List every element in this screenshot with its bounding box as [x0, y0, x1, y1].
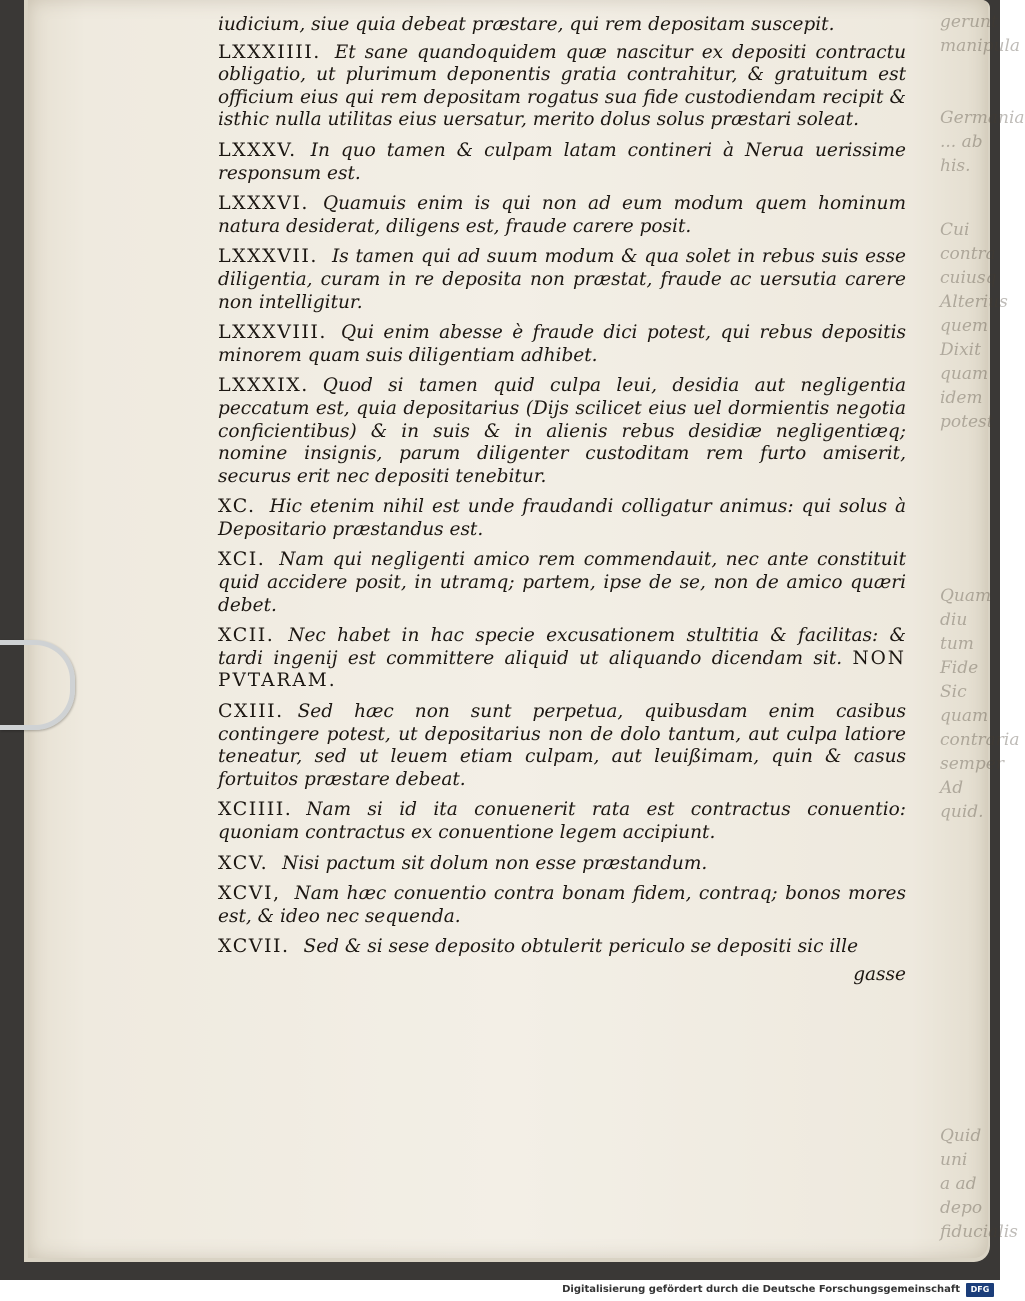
bleed-line: Quam diu [940, 586, 992, 630]
paragraph-text: Nam qui negligenti amico rem commendauit, nec ante constituit quid accidere posit, in utramq; partem, ipse de se, non de amico quæri debet. [218, 549, 906, 616]
paragraph-text: Nec habet in hac specie excusationem stultitia & facilitas: & tardi ingenij est committere aliquid ut aliquando dicendam sit. [218, 625, 906, 669]
paragraph-number: XCIIII. [218, 798, 293, 821]
paragraph [218, 852, 906, 876]
paragraph-number: LXXXVI. [218, 192, 309, 215]
bleed-line: semper [940, 754, 1004, 774]
paragraph-text: In quo tamen & culpam latam contineri à Nerua uerissime responsum est. [218, 139, 906, 184]
paragraph [218, 882, 906, 928]
paragraph-text: Quod si tamen quid culpa leui, desidia aut negligentia peccatum est, quia depositarius (Dijs scilicet eius uel dormientis negotia conficientibus) & in suis & in alienis rebus desidiæ negligentiæq; nomine insignis, parum diligenter custoditam rem furto amiserit, securus erit nec depositi tenebitur. [218, 375, 906, 487]
paragraph-number: XCV. [218, 851, 269, 874]
bleed-line: contraria [940, 730, 1020, 750]
paragraph [218, 935, 906, 959]
funding-credit: Digitalisierung gefördert durch die Deutsche Forschungsgemeinschaft [562, 1284, 960, 1295]
bleed-line: Cui contra [940, 220, 996, 264]
bleed-line: cuiusq [940, 268, 997, 288]
bleed-line: a ad depo [940, 1174, 983, 1218]
paragraph-text: Nisi pactum sit dolum non esse præstandum. [282, 852, 708, 874]
paragraph-text: Nam si id ita conuenerit rata est contractus conuentio: quoniam contractus ex conuentione legem accipiunt. [218, 799, 906, 843]
bleed-line: Ad quid. [940, 778, 984, 822]
bleed-line: quam idem [940, 364, 989, 408]
paragraph-text: Hic etenim nihil est unde fraudandi colligatur animus: qui solus à Depositario præstandus est. [218, 496, 906, 540]
bleed-line: fiducialis [940, 1222, 1018, 1242]
paragraph [218, 321, 906, 367]
paper-clip [0, 640, 75, 730]
paragraph-text: Et sane quandoquidem quæ nascitur ex depositi contractu obligatio, ut plurimum deponentis gratia contrahitur, & gratuitum est officium eius qui rem depositam rogatus sua fide custodiendam recipit & isthic nulla utilitas eius uersatur, merito dolus solus præstari soleat. [218, 41, 906, 131]
paragraph [218, 700, 906, 791]
paragraph [218, 139, 906, 185]
bleed-line: quem [940, 316, 989, 336]
footer-bar [0, 1280, 1000, 1301]
paragraph-text: Sed & si sese deposito obtulerit periculo se depositi sic ille [303, 936, 859, 958]
bleed-through-text [940, 0, 1025, 1260]
bleed-line: gerunt [940, 12, 998, 32]
paragraph-number: LXXXIX. [218, 374, 309, 397]
catchword: gasse [853, 963, 906, 985]
paragraph [218, 624, 906, 693]
bleed-line: manipula [940, 36, 1021, 56]
paragraph-number: CXIII. [218, 700, 284, 723]
bleed-line: Germania [940, 108, 1025, 128]
bleed-line: Alterius [940, 292, 1008, 312]
paragraph [218, 41, 906, 132]
paragraph-text: Sed hæc non sunt perpetua, quibusdam enim casibus contingere potest, ut depositarius non de dolo tantum, aut culpa latiore teneatur, sed ut leuem etiam culpam, aut leuißimam, quin & casus fortuitos præstare debeat. [218, 701, 906, 790]
paragraph-number: LXXXVII. [218, 245, 318, 268]
bleed-line: ... ab his. [940, 132, 983, 176]
bleed-line: Quid uni [940, 1126, 982, 1170]
paragraph-number: LXXXV. [218, 138, 297, 161]
paragraph [218, 495, 906, 541]
dfg-logo: DFG [966, 1283, 994, 1297]
paragraph-number: XCI. [218, 548, 266, 571]
paragraph-text: Qui enim abesse è fraude dici potest, qui rebus depositis minorem quam suis diligentiam adhibet. [218, 322, 906, 366]
paragraph [218, 374, 906, 488]
page-text [218, 14, 906, 987]
paragraph [218, 245, 906, 314]
paragraph-text: Quamuis enim is qui non ad eum modum quem hominum natura desiderat, diligens est, fraude carere posit. [218, 193, 906, 237]
bleed-line: Sic quam [940, 682, 989, 726]
paragraph [218, 548, 906, 617]
paragraph-number: LXXXIIII. [218, 40, 321, 63]
bleed-line: Dixit [940, 340, 981, 360]
paragraph-text: Nam hæc conuentio contra bonam fidem, contraq; bonos mores est, & ideo nec sequenda. [218, 883, 906, 927]
paragraph-number: XCVII. [218, 935, 290, 958]
paragraph-number: XCVI, [218, 882, 281, 905]
paragraph-number: XCII. [218, 624, 275, 647]
bleed-line: tum Fide [940, 634, 979, 678]
paragraph-text: Is tamen qui ad suum modum & qua solet in rebus suis esse diligentia, curam in re deposita non præstat, fraude ac uersutia carere non intelligitur. [218, 246, 906, 313]
paragraph [218, 798, 906, 844]
caps-phrase: NON PVTARAM. [218, 647, 906, 692]
paragraph-number: LXXXVIII. [218, 321, 327, 344]
bleed-line: potest [940, 412, 994, 432]
top-fragment: iudicium, siue quia debeat præstare, qui rem depositam suscepit. [218, 14, 835, 35]
paragraph [218, 192, 906, 238]
paragraph-number: XC. [218, 495, 256, 518]
